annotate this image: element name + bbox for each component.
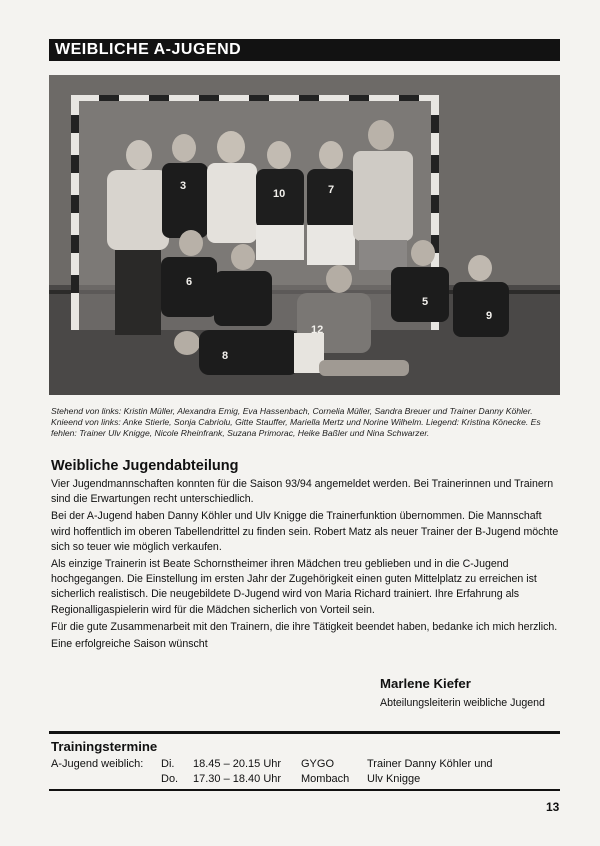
article-title: Weibliche Jugendabteilung [51, 458, 239, 474]
jersey-number: 7 [328, 184, 335, 196]
training-title: Trainingstermine [51, 739, 158, 754]
divider [49, 789, 560, 791]
signature-name: Marlene Kiefer [380, 676, 471, 691]
article-paragraph: Als einzige Trainerin ist Beate Schornstheimer ihren Mädchen treu geblieben und in die C-Jugend hochgegangen. Die Einstellung im ersten Jahr der Zugehörigkeit einen guten Mittelplatz zu erreichen ist sicherlich realistisch. Die neugebildete D-Jugend wird von Maria Richard trainiert. Ihre Erfahrung als Regionalligaspielerin wird für die Mädchen sicherlich von Vorteil sein. [51, 558, 537, 616]
photo-caption: Stehend von links: Kristin Müller, Alexandra Emig, Eva Hassenbach, Cornelia Müller, Sandra Breuer und Trainer Danny Köhler. Knieend von links: Anke Stierle, Sonja Cabriolu, Gitte Stauffer, Mariella Mertz und Norine Wilhelm. Liegend: Kristina Könecke. Es fehlen: Trainer Ulv Knigge, Nicole Rheinfrank, Suzana Primorac, Heike Baßler und Nina Schwarzer. [51, 406, 541, 438]
training-trainer: Ulv Knigge [367, 773, 421, 785]
training-trainer: Trainer Danny Köhler und [367, 758, 493, 770]
training-time: 18.45 – 20.15 Uhr [193, 758, 282, 770]
training-time: 17.30 – 18.40 Uhr [193, 773, 282, 785]
team-photo [49, 75, 560, 395]
signature-role: Abteilungsleiterin weibliche Jugend [380, 697, 545, 709]
training-place: GYGO [301, 758, 335, 770]
page-number: 13 [546, 800, 560, 814]
article-paragraph: Bei der A-Jugend haben Danny Köhler und Ulv Knigge die Trainerfunktion übernommen. Die Mannschaft wird hoffentlich im oberen Tabellendrittel zu finden sein. Robert Matz als neuer Trainer der B-Jugend möchte sich so teuer wie möglich verkaufen. [51, 510, 559, 553]
team-photo-image [49, 75, 560, 395]
training-place: Mombach [301, 773, 350, 785]
article-body [51, 477, 563, 654]
section-banner: WEIBLICHE A-JUGEND [49, 39, 560, 61]
article-paragraph: Für die gute Zusammenarbeit mit den Trainern, die ihre Tätigkeit beendet haben, bedanke ich mich herzlich. [51, 620, 558, 633]
jersey-number: 12 [311, 324, 324, 336]
article-paragraph: Vier Jugendmannschaften konnten für die Saison 93/94 angemeldet werden. Bei Trainerinnen und Trainern sind die Erwartungen recht unterschiedlich. [51, 478, 554, 506]
training-team: A-Jugend weiblich: [51, 758, 144, 770]
jersey-number: 10 [273, 188, 286, 200]
article-paragraph: Eine erfolgreiche Saison wünscht [51, 638, 208, 651]
jersey-number: 5 [422, 296, 429, 308]
jersey-number: 8 [222, 350, 229, 362]
jersey-number: 9 [486, 310, 493, 322]
divider [49, 731, 560, 734]
training-day: Di. [161, 758, 175, 770]
training-day: Do. [161, 773, 179, 785]
jersey-number: 6 [186, 276, 193, 288]
jersey-number: 3 [180, 180, 187, 192]
